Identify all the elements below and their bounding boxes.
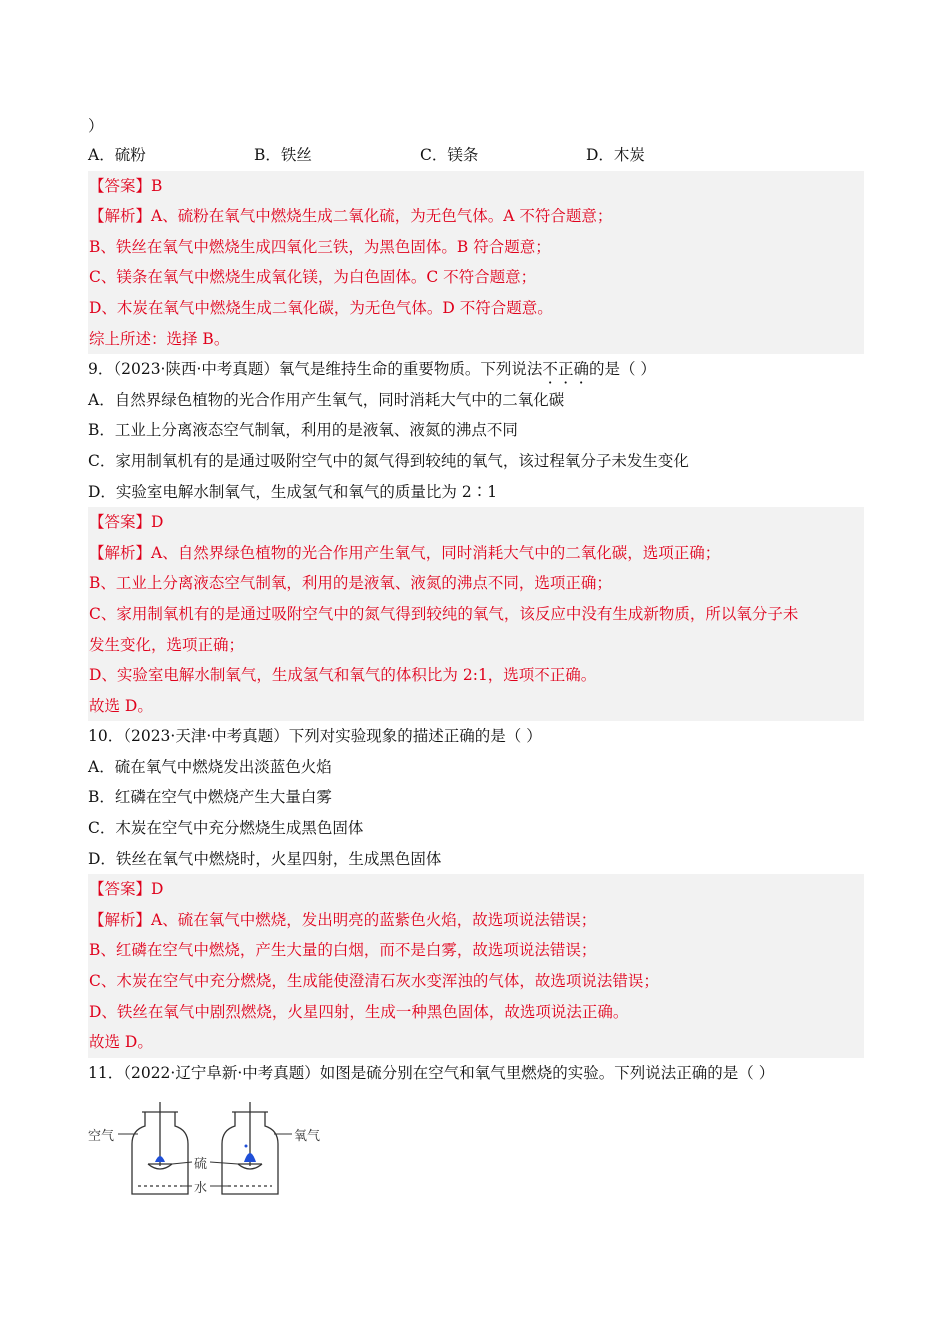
q9-analysis-line: 故选 D。 bbox=[89, 696, 153, 715]
q8-answer: 【答案】B bbox=[89, 176, 163, 195]
q9-emphasis-char: 不 bbox=[542, 360, 558, 379]
q10-option-b: B．红磷在空气中燃烧产生大量白雾 bbox=[88, 788, 332, 807]
q10-analysis-line: B、红磷在空气中燃烧，产生大量的白烟，而不是白雾，故选项说法错误； bbox=[89, 941, 597, 960]
document-page bbox=[88, 112, 864, 1204]
q9-option-d: D．实验室电解水制氧气，生成氢气和氧气的质量比为 2∶1 bbox=[88, 482, 498, 501]
label-oxygen: 氧气 bbox=[294, 1129, 321, 1145]
flame-icon bbox=[244, 1153, 256, 1162]
q9-analysis-line: B、工业上分离液态空气制氧，利用的是液氧、液氮的沸点不同，选项正确； bbox=[89, 574, 612, 593]
q10-answer: 【答案】D bbox=[89, 880, 164, 899]
q9-analysis-line: D、实验室电解水制氧气，生成氢气和氧气的体积比为 2:1，选项不正确。 bbox=[89, 666, 597, 685]
q8-answer-block bbox=[88, 171, 864, 355]
q9-emphasis-char: 确 bbox=[573, 360, 589, 379]
q10-stem: 10．（2023·天津·中考真题）下列对实验现象的描述正确的是（ ） bbox=[88, 727, 542, 746]
label-sulfur: 硫 bbox=[194, 1157, 208, 1173]
q8-analysis-line: 综上所述：选择 B。 bbox=[89, 329, 230, 348]
sulfur-combustion-figure bbox=[88, 1094, 328, 1204]
q9-analysis-line: 发生变化，选项正确； bbox=[89, 635, 245, 654]
q9-stem-after: 的是（ ） bbox=[588, 360, 656, 379]
q8-option-a: A．硫粉 bbox=[88, 146, 146, 164]
q9-stem bbox=[88, 354, 864, 385]
q9-option-c: C．家用制氧机有的是通过吸附空气中的氮气得到较纯的氧气，该过程氧分子未发生变化 bbox=[88, 451, 689, 470]
q8-analysis-line: C、镁条在氧气中燃烧生成氧化镁，为白色固体。C 不符合题意； bbox=[89, 268, 537, 287]
q8-options bbox=[88, 140, 864, 171]
q8-analysis-line: B、铁丝在氧气中燃烧生成四氧化三铁，为黑色固体。B 符合题意； bbox=[89, 237, 551, 256]
q8-option-d: D．木炭 bbox=[586, 146, 645, 164]
q9-option-a: A．自然界绿色植物的光合作用产生氧气，同时消耗大气中的二氧化碳 bbox=[88, 390, 565, 409]
q9-analysis-line: C、家用制氧机有的是通过吸附空气中的氮气得到较纯的氧气，该反应中没有生成新物质，所以氧分子未 bbox=[89, 604, 799, 623]
q8-stem-tail: ） bbox=[88, 117, 104, 135]
q10-option-a: A．硫在氧气中燃烧发出淡蓝色火焰 bbox=[88, 757, 332, 776]
q9-analysis-line: 【解析】A、自然界绿色植物的光合作用产生氧气，同时消耗大气中的二氧化碳，选项正确； bbox=[89, 543, 721, 562]
q10-answer-block bbox=[88, 874, 864, 1058]
label-air: 空气 bbox=[88, 1129, 115, 1145]
q9-option-b: B．工业上分离液态空气制氧，利用的是液氧、液氮的沸点不同 bbox=[88, 421, 518, 440]
q10-analysis-line: 【解析】A、硫在氧气中燃烧，发出明亮的蓝紫色火焰，故选项说法错误； bbox=[89, 910, 597, 929]
q9-answer: 【答案】D bbox=[89, 513, 164, 532]
bottles-illustration bbox=[88, 1094, 328, 1204]
q8-analysis-line: 【解析】A、硫粉在氧气中燃烧生成二氧化硫，为无色气体。A 不符合题意； bbox=[89, 207, 613, 226]
q10-analysis-line: 故选 D。 bbox=[89, 1033, 153, 1052]
flame-icon bbox=[155, 1156, 165, 1162]
q8-option-b: B．铁丝 bbox=[254, 146, 312, 164]
q8-analysis-line: D、木炭在氧气中燃烧生成二氧化碳，为无色气体。D 不符合题意。 bbox=[89, 298, 553, 317]
label-water: 水 bbox=[194, 1181, 208, 1197]
q10-analysis-line: C、木炭在空气中充分燃烧，生成能使澄清石灰水变浑浊的气体，故选项说法错误； bbox=[89, 972, 659, 991]
q9-stem-before: 9．（2023·陕西·中考真题）氧气是维持生命的重要物质。下列说法 bbox=[88, 360, 543, 379]
q8-option-c: C．镁条 bbox=[420, 146, 479, 164]
q9-emphasis-char: 正 bbox=[557, 360, 574, 379]
q10-option-d: D．铁丝在氧气中燃烧时，火星四射，生成黑色固体 bbox=[88, 849, 442, 868]
q11-stem: 11．（2022·辽宁阜新·中考真题）如图是硫分别在空气和氧气里燃烧的实验。下列说法正确的是（ ） bbox=[88, 1063, 775, 1082]
q9-answer-block bbox=[88, 507, 864, 721]
q10-option-c: C．木炭在空气中充分燃烧生成黑色固体 bbox=[88, 819, 364, 838]
q10-analysis-line: D、铁丝在氧气中剧烈燃烧，火星四射，生成一种黑色固体，故选项说法正确。 bbox=[89, 1002, 629, 1021]
